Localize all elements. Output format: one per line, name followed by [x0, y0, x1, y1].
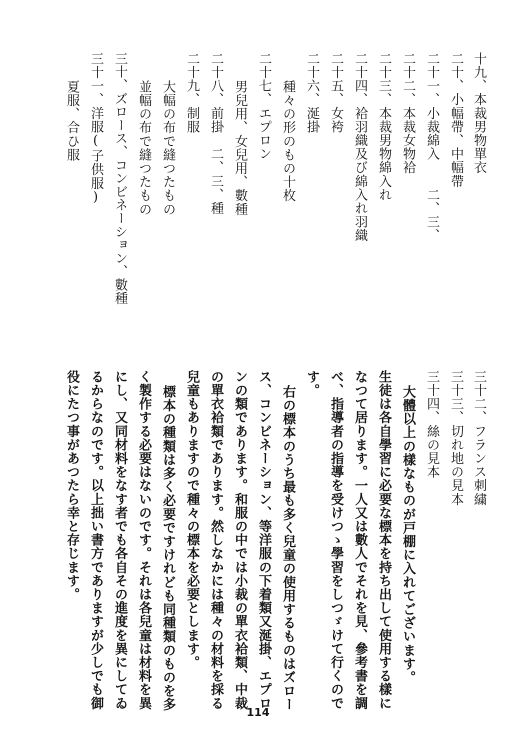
list-item-detail: 大幅の布で縫つたもの — [160, 80, 175, 216]
list-item: 三十三、切れ地の見本 — [448, 370, 463, 506]
list-item: 二十八、前掛 二、三、種 — [208, 52, 223, 216]
list-item-detail: 夏服、合ひ服 — [64, 80, 79, 162]
paragraph-line: 生徒は各自學習に必要な標本を持ち出して使用する樣に — [376, 370, 391, 710]
paragraph-line: 兒童もありますので種々の標本を必要とします。 — [184, 370, 199, 670]
list-item: 十九、本裁男物單衣 — [471, 52, 486, 175]
list-item: 三十二、フランス刺繍 — [471, 370, 486, 506]
list-item: 三十一、洋服(子供服) — [88, 52, 103, 206]
page-number: 114 — [246, 706, 270, 719]
paragraph-line: ス、コンビネーション、等洋服の下着類又涎掛、エプロ — [256, 370, 271, 710]
list-item: 二十九、制服 — [184, 52, 199, 134]
paragraph-line: す。 — [304, 370, 319, 398]
paragraph-line: ンの類であります。和服の中では小裁の單衣袷類、中裁 — [232, 370, 247, 710]
paragraph-line: べ、指導者の指導を受けつゝ學習をしつゞけて行くので — [328, 370, 343, 710]
list-item: 二十七、エプロン — [256, 52, 271, 161]
paragraph-line: なつて居ります。一人又は數人でそれを見、參考書を調 — [352, 370, 367, 710]
list-item-detail: 男兒用、女兒用、數種 — [232, 80, 247, 216]
list-item: 二十二、本裁女物袷 — [400, 52, 415, 175]
paragraph-line: 標本の種類は多く必要ですけれども同種類のものを多 — [160, 385, 175, 712]
list-item: 二十六、涎掛 — [304, 52, 319, 134]
paragraph-line: 右の標本のうち最も多く兒童の使用するものはズロー — [280, 385, 295, 712]
paragraph-line: 大體以上の樣なものが戸棚に入れてございます。 — [400, 385, 415, 685]
list-item: 二十五、女袴 — [328, 52, 343, 134]
paragraph-line: るからなのです。以上拙い書方でありますが少しでも御 — [88, 370, 103, 710]
list-item-detail: 並幅の布で縫つたもの — [136, 80, 151, 216]
list-item: 二十一、小裁綿入 二、三、 — [424, 52, 439, 243]
list-item: 三十四、絲の見本 — [424, 370, 439, 479]
paragraph-line: 役にたつ事があつたら幸と存じます。 — [64, 370, 79, 602]
paragraph-line: の單衣袷類であります。然しなかには種々の材料を採る — [208, 370, 223, 710]
list-item: 二十四、袷羽織及び綿入れ羽織 — [352, 52, 367, 243]
paragraph-line: く製作する必要はないのです。それは各兒童は材料を異 — [136, 370, 151, 710]
list-item-detail: 種々の形のもの十枚 — [280, 80, 295, 203]
list-item: 二十、小幅帶、中幅帶 — [448, 52, 463, 188]
paragraph-line: にし、又同材料をなす者でも各自その進度を異にしてゐ — [112, 370, 127, 710]
list-item: 三十、ズロース、コンビネーション、數種 — [112, 52, 127, 305]
list-item: 二十三、本裁男物綿入れ — [376, 52, 391, 202]
